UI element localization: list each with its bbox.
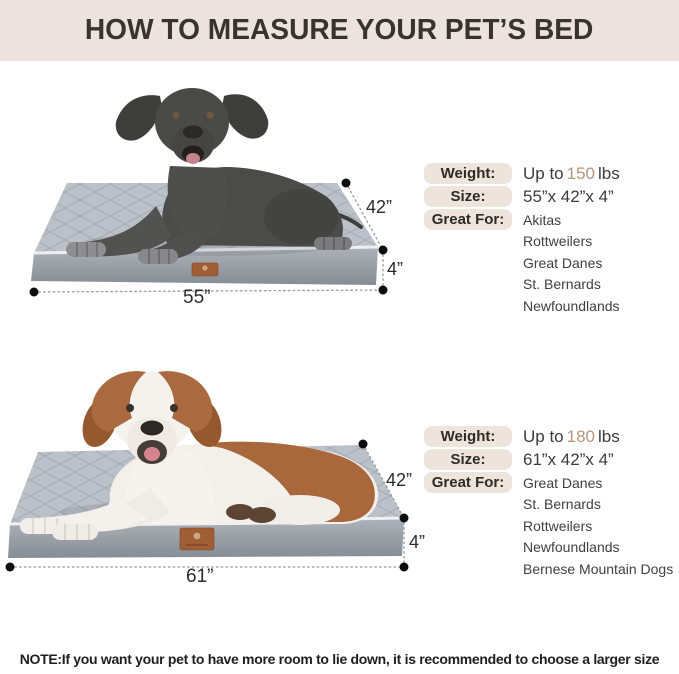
weight-label-chip: Weight: bbox=[424, 426, 512, 447]
dog-ear-left bbox=[116, 95, 162, 140]
bed-illustration-55in bbox=[20, 80, 410, 315]
breed-item: Great Danes bbox=[523, 475, 603, 491]
great-for-row bbox=[424, 472, 674, 580]
great-for-row bbox=[424, 209, 674, 317]
weight-prefix: Up to bbox=[523, 164, 564, 183]
specs-panel-2 bbox=[424, 426, 674, 582]
bottom-note: NOTE:If you want your pet to have more room to lie down, it is recommended to choose a larger size bbox=[19, 651, 660, 667]
breed-item: St. Bernards bbox=[523, 276, 601, 293]
size-value: 61”x 42”x 4” bbox=[523, 450, 614, 469]
size-value: 55”x 42”x 4” bbox=[523, 187, 614, 206]
breed-item: Rottweilers bbox=[523, 233, 593, 250]
great-for-label-chip: Great For: bbox=[424, 209, 512, 230]
bed2-height-label: 4” bbox=[409, 532, 426, 552]
dog-tongue bbox=[144, 447, 160, 461]
size-label-chip: Size: bbox=[424, 449, 512, 470]
bed1-width-label: 55” bbox=[183, 287, 211, 308]
weight-unit: lbs bbox=[598, 427, 620, 446]
weight-number: 180 bbox=[566, 427, 596, 446]
weight-number: 150 bbox=[566, 164, 596, 183]
dog-tongue bbox=[186, 153, 200, 164]
size-label-chip: Size: bbox=[424, 186, 512, 207]
breed-item: St. Bernards bbox=[523, 496, 601, 513]
breed-item: Rottweilers bbox=[523, 517, 593, 534]
breed-item: Bernese Mountain Dogs bbox=[523, 560, 674, 577]
weight-label-chip: Weight: bbox=[424, 163, 512, 184]
bed-illustration-61in bbox=[0, 360, 430, 595]
bed1-depth-label: 42” bbox=[366, 197, 393, 217]
weight-value bbox=[523, 163, 620, 184]
breed-item: Newfoundlands bbox=[523, 539, 620, 556]
breed-item: Great Danes bbox=[523, 254, 603, 271]
weight-value bbox=[523, 426, 620, 447]
weight-row bbox=[424, 163, 674, 184]
weight-prefix: Up to bbox=[523, 427, 564, 446]
specs-panel-1 bbox=[424, 163, 674, 319]
great-dane-dog bbox=[66, 88, 361, 264]
dog-nose bbox=[141, 421, 164, 436]
weight-row bbox=[424, 426, 674, 447]
weight-unit: lbs bbox=[598, 164, 620, 183]
bed1-height-label: 4” bbox=[387, 259, 404, 279]
size-row bbox=[424, 186, 674, 207]
breed-list bbox=[523, 472, 673, 580]
page-title: HOW TO MEASURE YOUR PET’S BED bbox=[85, 14, 594, 46]
breed-item: Akitas bbox=[523, 212, 562, 228]
size-row bbox=[424, 449, 674, 470]
breed-list bbox=[523, 209, 620, 317]
header-band bbox=[0, 0, 679, 61]
bed2-depth-label: 42” bbox=[386, 470, 413, 490]
great-for-label-chip: Great For: bbox=[424, 472, 512, 493]
bed2-width-label: 61” bbox=[186, 566, 214, 587]
dog-nose bbox=[183, 126, 203, 139]
dog-ear-right bbox=[222, 94, 268, 138]
breed-item: Newfoundlands bbox=[523, 297, 620, 314]
